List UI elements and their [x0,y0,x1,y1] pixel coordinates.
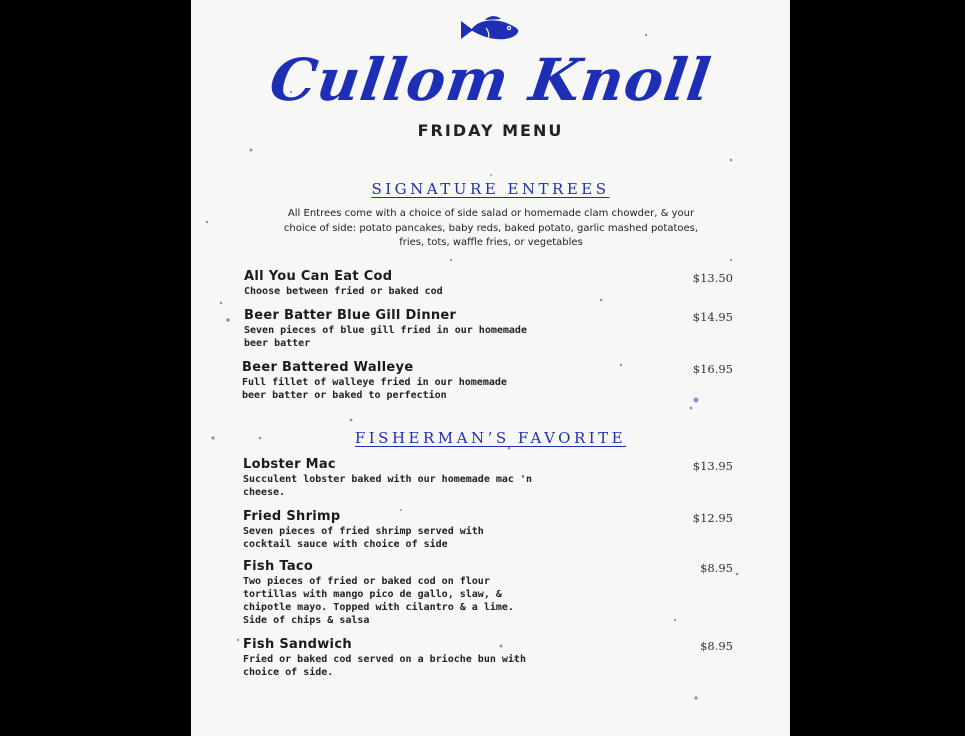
item-name: Fried Shrimp [243,509,341,524]
item-description: Full fillet of walleye fried in our homemade beer batter or baked to perfection [242,377,507,401]
item-price: $13.50 [692,271,733,285]
item-name: Beer Batter Blue Gill Dinner [244,308,457,323]
section-note: All Entrees come with a choice of side salad or homemade clam chowder, & your choice of side: potato pancakes, baby reds, baked potato, garlic mashed potatoes, fries, tots, waffle fries, or vegetables [283,208,699,248]
menu-item [244,308,684,350]
item-description: Two pieces of fried or baked cod on flour tortillas with mango pico de gallo, slaw, & chipotle mayo. Topped with cilantro & a lime. Side of chips & salsa [243,576,514,626]
menu-page [191,0,790,736]
fish-icon [459,14,521,46]
item-price: $13.95 [692,459,733,473]
section-title-signature-entrees: SIGNATURE ENTREES [371,180,610,198]
menu-item [243,457,683,499]
item-price: $16.95 [692,362,733,376]
item-price: $8.95 [700,561,733,575]
item-name: Fish Taco [243,559,314,574]
item-name: Beer Battered Walleye [242,360,414,375]
menu-item [244,269,684,298]
item-description: Seven pieces of blue gill fried in our homemade beer batter [244,325,527,349]
item-name: All You Can Eat Cod [244,269,393,284]
menu-subtitle: FRIDAY MENU [417,121,564,140]
item-description: Succulent lobster baked with our homemade mac 'n cheese. [243,474,532,498]
item-price: $12.95 [692,511,733,525]
item-name: Lobster Mac [243,457,336,472]
item-price: $14.95 [692,310,733,324]
item-description: Fried or baked cod served on a brioche bun with choice of side. [243,654,526,678]
item-name: Fish Sandwich [243,637,352,652]
restaurant-name: Cullom Knoll [265,46,716,114]
menu-item [243,559,683,627]
menu-item [243,509,683,551]
item-price: $8.95 [700,639,733,653]
menu-item [242,360,682,402]
item-description: Choose between fried or baked cod [244,286,443,297]
item-description: Seven pieces of fried shrimp served with cocktail sauce with choice of side [243,526,484,550]
section-title-fishermans-favorite: FISHERMAN’S FAVORITE [354,429,627,447]
menu-item [243,637,683,679]
